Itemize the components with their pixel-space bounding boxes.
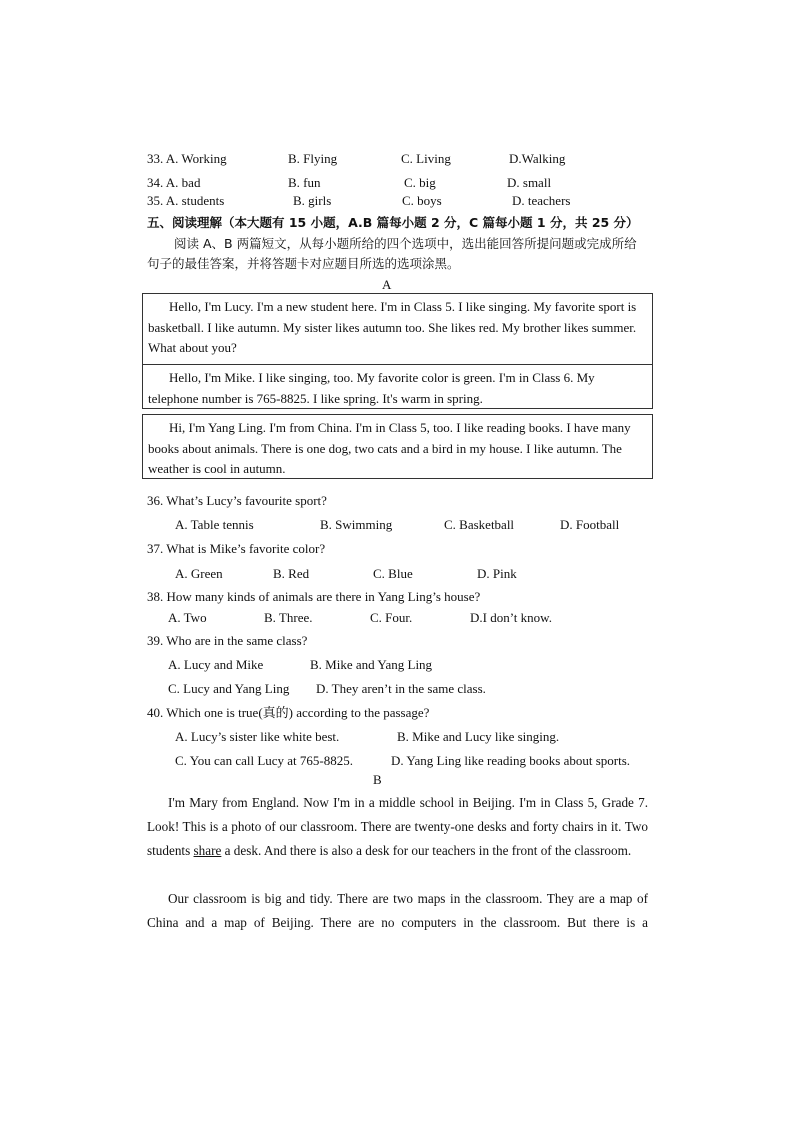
q38-option-b: B. Three. [264, 610, 313, 625]
q39-option-d: D. They aren’t in the same class. [316, 681, 486, 696]
q36-option-d: D. Football [560, 517, 620, 532]
passage-b-label: B [373, 772, 382, 787]
q38-option-d: D.I don’t know. [470, 610, 552, 625]
q40-option-c: C. You can call Lucy at 765-8825. [175, 753, 354, 768]
q36-option-b: B. Swimming [320, 517, 393, 532]
q38-option-a: A. Two [168, 610, 207, 625]
q36-option-a: A. Table tennis [175, 517, 254, 532]
passage-b-underlined-word: share [193, 843, 222, 859]
passage-a-box-yangling [142, 414, 653, 479]
q34-option-d: D. small [507, 175, 552, 190]
q39-option-b: B. Mike and Yang Ling [310, 657, 433, 672]
q35-option-a: 35. A. students [147, 193, 225, 208]
q33-option-d: D.Walking [509, 151, 566, 166]
passage-b-p1-start: I'm Mary from England. Now I'm in a middle school in Beijing. I'm in Class 5, Grade 7. Look! This is a photo of our classroom. There are twenty-one desks and forty chairs in it. Two students [147, 795, 648, 859]
q34-option-b: B. fun [288, 175, 321, 190]
q37-question: 37. What is Mike’s favorite color? [147, 541, 326, 556]
q37-option-d: D. Pink [477, 566, 517, 581]
passage-a-box-lucy [142, 293, 653, 365]
passage-a-label: A [382, 277, 392, 292]
q39-question: 39. Who are in the same class? [147, 633, 308, 648]
q36-question: 36. What’s Lucy’s favourite sport? [147, 493, 327, 508]
q35-option-c: C. boys [402, 193, 442, 208]
section-instruction: 阅读 A、B 两篇短文，从每小题所给的四个选项中，选出能回答所提问题或完成所给句子的最佳答案，并将答题卡对应题目所选的选项涂黑。 [147, 236, 637, 271]
q35-option-b: B. girls [293, 193, 332, 208]
q34-option-a: 34. A. bad [147, 175, 201, 190]
passage-a-box-yangling-text: Hi, I'm Yang Ling. I'm from China. I'm in Class 5, too. I like reading books. I have many books about animals. There is one dog, two cats and a bird in my house. I like autumn. The weather is cool in autumn. [148, 420, 631, 476]
section-heading: 五、阅读理解（本大题有 15 小题，A.B 篇每小题 2 分，C 篇每小题 1 分，共 25 分） [147, 215, 639, 230]
passage-a-box-mike-text: Hello, I'm Mike. I like singing, too. My favorite color is green. I'm in Class 6. My telephone number is 765-8825. I like spring. It's warm in spring. [148, 370, 595, 406]
q33-option-b: B. Flying [288, 151, 338, 166]
q37-option-c: C. Blue [373, 566, 413, 581]
q37-option-a: A. Green [175, 566, 223, 581]
q39-option-a: A. Lucy and Mike [168, 657, 264, 672]
q36-option-c: C. Basketball [444, 517, 515, 532]
q39-option-c: C. Lucy and Yang Ling [168, 681, 290, 696]
passage-b-p1-end: a desk. And there is also a desk for our teachers in the front of the classroom. [221, 843, 632, 859]
q33-option-c: C. Living [401, 151, 451, 166]
q33-option-a: 33. A. Working [147, 151, 227, 166]
passage-b-paragraph-1 [147, 791, 648, 864]
q40-question: 40. Which one is true(真的) according to the passage? [147, 705, 430, 720]
passage-b-paragraph-2: Our classroom is big and tidy. There are two maps in the classroom. They are a map of China and a map of Beijing. There are no computers in the classroom. But there is a [147, 891, 648, 931]
passage-a-box-lucy-text: Hello, I'm Lucy. I'm a new student here. I'm in Class 5. I like singing. My favorite sport is basketball. I like autumn. My sister likes autumn too. She likes red. My brother likes summer. What about you? [148, 299, 637, 355]
q40-option-a: A. Lucy’s sister like white best. [175, 729, 340, 744]
passage-a-box-mike [142, 364, 653, 409]
q40-option-b: B. Mike and Lucy like singing. [397, 729, 560, 744]
q38-question: 38. How many kinds of animals are there in Yang Ling’s house? [147, 589, 481, 604]
q38-option-c: C. Four. [370, 610, 413, 625]
q35-option-d: D. teachers [512, 193, 571, 208]
q34-option-c: C. big [404, 175, 436, 190]
q40-option-d: D. Yang Ling like reading books about sports. [391, 753, 631, 768]
q37-option-b: B. Red [273, 566, 310, 581]
